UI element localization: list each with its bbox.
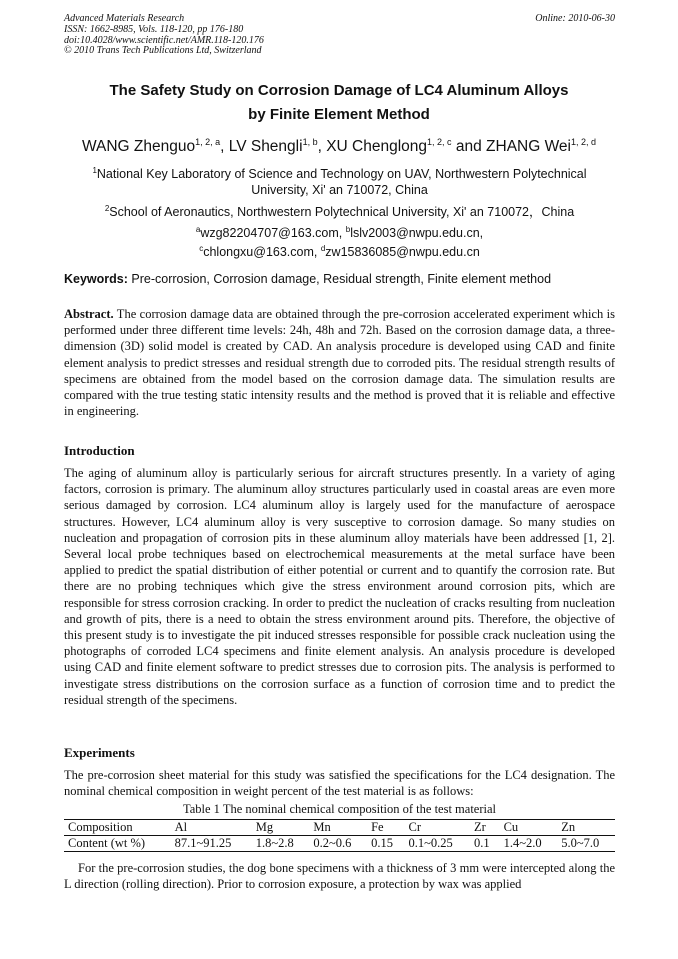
paper-title-line-1: The Safety Study on Corrosion Damage of LC4 Aluminum Alloys [109, 82, 569, 99]
email-address[interactable]: wzg82204707@163.com, [200, 226, 346, 241]
table-cell: Content (wt %) [64, 836, 171, 852]
email-marker: d [320, 244, 326, 254]
copyright-line: © 2010 Trans Tech Publications Ltd, Switzerland [64, 45, 262, 57]
online-date: Online: 2010-06-30 [535, 13, 615, 24]
email-address[interactable]: chlongxu@163.com, [203, 245, 321, 260]
journal-name: Advanced Materials Research [64, 13, 185, 24]
table-header-cell: Composition [64, 820, 171, 836]
introduction-heading: Introduction [64, 443, 135, 458]
abstract [64, 306, 615, 419]
author-list [30, 137, 648, 156]
email-address[interactable]: lslv2003@nwpu.edu.cn, [350, 226, 484, 241]
table-cell: 1.4~2.0 [500, 836, 558, 852]
paper-title-line-2: by Finite Element Method [248, 106, 430, 123]
keywords [64, 272, 615, 286]
author-affiliation-marker: 1, b [302, 137, 318, 147]
author-name: XU Chenglong [326, 138, 428, 156]
author-affiliation-marker: 1, 2, a [195, 137, 221, 147]
affiliation-text: School of Aeronautics, Northwestern Polytechnical University, Xi' an 710072，China [109, 205, 575, 220]
affiliation-text: National Key Laboratory of Science and Technology on UAV, Northwestern Polytechnical [96, 167, 587, 182]
keywords-label: Keywords: [64, 272, 128, 286]
affiliation-1 [64, 163, 615, 198]
table-header-cell: Mg [252, 820, 310, 836]
affiliation-2 [64, 201, 615, 220]
table-row [64, 836, 615, 852]
author-name: LV Shengli [228, 138, 303, 156]
experiments-text-2: For the pre-corrosion studies, the dog bone specimens with a thickness of 3 mm were intercepted along the L direction (rolling direction). Prior to corrosion exposure, a protection by wax was applied [64, 861, 615, 892]
author-name: WANG Zhenguo [81, 138, 196, 156]
table-header-cell: Zn [557, 820, 615, 836]
author-name: ZHANG Wei [486, 138, 572, 156]
affiliation-number: 2 [104, 204, 110, 213]
table-header-cell: Zr [470, 820, 500, 836]
table-cell: 1.8~2.8 [252, 836, 310, 852]
keywords-text: Pre-corrosion, Corrosion damage, Residual strength, Finite element method [127, 272, 552, 286]
table-header-cell: Cu [500, 820, 558, 836]
author-separator: , [220, 138, 229, 156]
author-separator: and [451, 138, 487, 156]
email-marker: a [195, 225, 201, 234]
issn-line: ISSN: 1662-8985, Vols. 118-120, pp 176-180 [64, 23, 244, 35]
affiliation-text: University, Xi' an 710072, China [251, 183, 428, 198]
table-cell: 0.15 [367, 836, 404, 852]
table-cell: 87.1~91.25 [171, 836, 252, 852]
table-header-cell: Cr [405, 820, 470, 836]
experiments-text: The pre-corrosion sheet material for this study was satisfied the specifications for the LC4 designation. The nominal chemical composition in weight percent of the test material is as follows: [64, 768, 615, 799]
table-caption: Table 1 The nominal chemical composition of the test material [182, 802, 497, 816]
journal-header [64, 14, 615, 57]
email-address[interactable]: zw15836085@nwpu.edu.cn [325, 245, 480, 260]
doi-line: doi:10.4028/www.scientific.net/AMR.118-120.176 [64, 34, 264, 46]
email-list [64, 222, 615, 260]
composition-table [64, 819, 615, 852]
table-cell: 5.0~7.0 [557, 836, 615, 852]
table-header-cell: Al [171, 820, 252, 836]
table-header-cell: Fe [367, 820, 404, 836]
email-marker: b [345, 225, 351, 234]
introduction-text: The aging of aluminum alloy is particularly serious for aircraft structures presently. In a variety of aging factors, corrosion is primary. The aluminum alloy structures particularly used in coastal areas are even more serious damaged by corrosion. LC4 aluminum alloy is largely used for the manufacture of aerospace structures. However, LC4 aluminum alloy is very susceptive to corrosion damage. So many studies on nucleation and propagation of corrosion pits in these aluminum alloy materials have been addressed [1, 2]. Several local probe techniques based on electrochemical measurements at the metal surface have been applied to predict the spatial distribution of either potential or current and to quantify the corrosion rate. But there are no probing techniques which give the stress environment around corrosion pits, which are responsible for stress corrosion cracking. In order to predict the nucleation of cracks resulting from nucleation and growth of pits, there is a need to obtain the stress environment around pits. Therefore, the objective of this present study is to investigate the pit induced stresses responsible for possible crack nucleation using the photographs of corroded LC4 specimens and finite element analysis. An analysis procedure is developed using CAD and finite element software to predict stresses due to corrosion pits. The analysis is performed to investigate stress distributions on the corrosion surface as a function of corrosion time and to predict the residual strength of the specimens. [64, 466, 615, 707]
author-affiliation-marker: 1, 2, c [427, 137, 452, 147]
table-header-cell: Mn [309, 820, 367, 836]
table-cell: 0.2~0.6 [309, 836, 367, 852]
experiments-heading: Experiments [64, 745, 135, 760]
abstract-label: Abstract. [64, 307, 114, 321]
abstract-text: The corrosion damage data are obtained through the pre-corrosion accelerated experiment which is performed under three different time levels: 24h, 48h and 72h. Based on the corrosion damage data, a three-dimension (3D) solid model is created by CAD. An analysis procedure is developed using CAD and finite element analysis to predict stresses and residual strength due to corroded pits. The residual strength results of specimens are obtained from the model based on the corrosion damage data. The simulation results are compared with the true testing static intensity results and the method is proved that it is reliable and effective in engineering. [64, 307, 615, 419]
table-cell: 0.1 [470, 836, 500, 852]
affiliation-number: 1 [92, 166, 97, 175]
table-header-row [64, 820, 615, 836]
author-separator: , [317, 138, 327, 156]
email-marker: c [199, 244, 204, 254]
table-cell: 0.1~0.25 [405, 836, 470, 852]
author-affiliation-marker: 1, 2, d [571, 137, 597, 147]
